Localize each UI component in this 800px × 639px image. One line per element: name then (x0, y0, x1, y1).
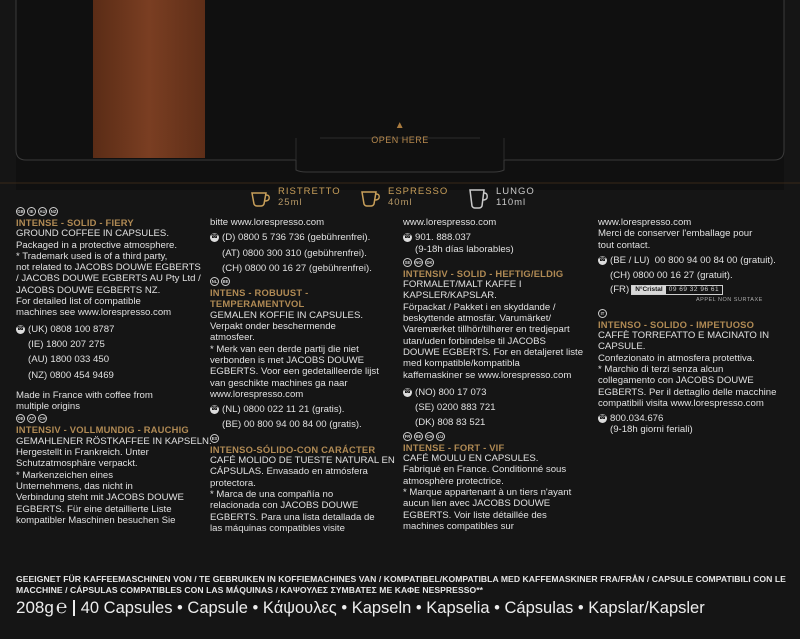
estimated-sign: ℮ (55, 597, 68, 618)
country-badges (210, 434, 400, 443)
phone-number: (AU) 1800 033 450 (28, 354, 110, 366)
phone-number: (NZ) 0800 454 9469 (28, 369, 114, 381)
phone-icon: ☎ (598, 256, 607, 265)
country-badges (210, 277, 400, 286)
phone-number: (AT) 0800 300 310 (gebührenfrei). (222, 247, 367, 259)
section-heading-it: INTENSO - SOLIDO - IMPETUOSO (598, 318, 755, 330)
country-badge: LU (436, 432, 445, 441)
text-line: CAFÉ MOULU EN CAPSULES. (403, 453, 539, 465)
cup-name: LUNGO (496, 186, 535, 197)
country-badge: NL (210, 277, 219, 286)
text-line: kompatibler Maschinen besuchen Sie (16, 514, 176, 526)
phone-row (16, 324, 206, 335)
text-line: Fabriqué en France. Conditionné sous (403, 464, 567, 476)
text-line: www.lorespresso.com (210, 388, 304, 400)
text-line: FORMALET/MALT KAFFE I (403, 279, 522, 291)
text-line: * Marchio di terzi senza alcun (598, 363, 724, 375)
text-line: collegamento con JACOBS DOUWE (598, 375, 754, 387)
country-badge: CH (38, 414, 47, 423)
text-column-2 (210, 207, 400, 534)
phone-number: 901. 888.037 (415, 232, 472, 244)
phone-number: (SE) 0200 883 721 (415, 402, 496, 414)
phone-hours: (9-18h giorni feriali) (610, 424, 693, 436)
cup-volume: 110ml (496, 197, 527, 208)
text-line: verbonden is met JACOBS DOUWE (210, 354, 365, 366)
cup-volume: 25ml (278, 197, 303, 208)
country-badge: IT (598, 309, 607, 318)
phone-icon: ☎ (210, 233, 219, 242)
text-line: GEMALEN KOFFIE IN CAPSULES. (210, 309, 364, 321)
text-line: GEMAHLENER RÖSTKAFFEE IN KAPSELN. (16, 435, 212, 447)
text-line: JACOBS DOUWE EGBERTS NZ. (16, 284, 161, 296)
section-heading-fr: INTENSE - FORT - VIF (403, 441, 505, 453)
phone-row (598, 255, 788, 266)
open-here-label: OPEN HERE (371, 135, 429, 145)
text-line: * Trademark used is of a third party, (16, 250, 168, 262)
text-line: beskyttende atmosfär. Varumärket/ (403, 313, 552, 325)
cristal-label: N°Cristal (632, 286, 666, 294)
section-heading-es: INTENSO-SÓLIDO-CON CARÁCTER (210, 443, 376, 455)
country-badges (403, 258, 595, 267)
phone-number: (IE) 1800 207 275 (28, 338, 105, 350)
text-line: Hergestellt in Frankreich. Unter (16, 447, 149, 459)
phone-icon: ☎ (16, 325, 25, 334)
country-badge: NO (414, 258, 423, 267)
phone-number: 800.034.676 (610, 413, 664, 425)
country-badge: DK (425, 258, 434, 267)
text-line: CAPSULE. (598, 341, 646, 353)
text-line: Verbindung steht mit JACOBS DOUWE (16, 492, 184, 504)
country-badge: AU (38, 207, 47, 216)
cristal-number: 09 69 32 96 61 (668, 286, 720, 294)
text-line: Varemærket tillhör/tilhører en tredjepart (403, 324, 570, 336)
text-line: compatibili visita www.lorespresso.com (598, 397, 764, 409)
section-heading-nordic: INTENSIV - SOLID - HEFTIG/ELDIG (403, 267, 564, 279)
text-line: EGBERTS. Per il dettaglio delle macchine (598, 386, 777, 398)
text-line: * Merk van een derde partij die niet (210, 343, 359, 355)
text-line: relacionada con JACOBS DOUWE (210, 500, 359, 512)
phone-row (403, 387, 595, 398)
phone-row (210, 232, 400, 243)
cristal-row (598, 284, 788, 295)
country-badge: CH (425, 432, 434, 441)
text-line: van geschikte machines ga naar (210, 377, 348, 389)
cup-espresso (360, 186, 448, 208)
text-line: med kompatible/kompatibla (403, 358, 520, 370)
text-line: CAFÉ MOLIDO DE TUESTE NATURAL EN (210, 455, 395, 467)
cup-volume: 40ml (388, 197, 413, 208)
country-badges (16, 207, 206, 216)
text-line: Packaged in a protective atmosphere. (16, 239, 178, 251)
text-line: tout contact. (598, 239, 651, 251)
text-line: machines see www.lorespresso.com (16, 307, 172, 319)
country-badge: DE (16, 414, 25, 423)
text-line: Unternehmens, das nicht in (16, 480, 133, 492)
copper-stripe (93, 0, 205, 158)
phone-number: (CH) 0800 00 16 27 (gratuit). (610, 270, 733, 282)
phone-icon: ☎ (210, 405, 219, 414)
country-badges (598, 309, 788, 318)
text-line: Merci de conserver l'emballage pour (598, 228, 753, 240)
text-line: www.lorespresso.com (598, 217, 692, 228)
net-weight: 208g (16, 598, 54, 617)
section-heading-en: INTENSE - SOLID - FIERY (16, 217, 134, 228)
arrow-up-icon: ▲ (394, 120, 406, 131)
country-badge: ES (210, 434, 219, 443)
country-badge: SE (403, 258, 412, 267)
text-column-3 (403, 207, 595, 532)
pack-contents-line (16, 597, 784, 619)
compatibility-statement: GEEIGNET FÜR KAFFEEMASCHINEN VON / TE GEBRUIKEN IN KOFFIEMACHINES VAN / KOMPATIBEL/KOMPATIBLA MED KAFFEMASKINER FRA/FRÅN / CAPSULE COMPATIBILI CON LE MACCHINE / CÁPSULAS COMPATIBLES CON LAS MÁQUINAS / ΚΑΨΟΥΛΕΣ ΣΥΜΒΑΤΕΣ ΜΕ ΚΑΦΕ NESPRESSO** (16, 574, 786, 595)
capsule-count-text: 40 Capsules • Capsule • Κάψουλες • Kapseln • Kapselia • Cápsulas • Kapslar/Kapsler (80, 598, 705, 617)
text-line: CAFFÈ TORREFATTO E MACINATO IN (598, 330, 770, 342)
phone-number: (BE) 00 800 94 00 84 00 (gratis). (222, 419, 362, 431)
medium-cup-icon (360, 188, 382, 208)
phone-number: (NO) 800 17 073 (415, 386, 487, 398)
text-line: For detailed list of compatible (16, 296, 141, 308)
country-badge: BE (414, 432, 423, 441)
small-cup-icon (250, 188, 272, 208)
text-line: www.lorespresso.com (403, 217, 497, 228)
phone-icon: ☎ (403, 233, 412, 242)
text-line: DOUWE EGBERTS. For en detaljeret liste (403, 346, 584, 358)
divider (73, 600, 75, 616)
text-line: Förpackat / Pakket i en skyddande / (403, 301, 556, 313)
phone-row (403, 232, 595, 243)
text-line: multiple origins (16, 401, 80, 413)
cristal-number-box (631, 285, 723, 295)
text-column-4 (598, 207, 788, 436)
country-badges (403, 432, 595, 441)
phone-hours: (9-18h días laborables) (415, 243, 514, 255)
section-heading-nl: TEMPERAMENTVOL (210, 298, 305, 310)
text-line: kaffemaskiner se www.lorespresso.com (403, 369, 572, 381)
text-line: * Marque appartenant à un tiers n'ayant (403, 486, 572, 498)
text-line: atmosphère protectrice. (403, 475, 504, 487)
section-heading-nl: INTENS - ROBUUST - (210, 287, 309, 299)
text-line: Made in France with coffee from (16, 389, 153, 401)
text-column-1 (16, 207, 212, 526)
phone-number: (CH) 0800 00 16 27 (gebührenfrei). (222, 262, 372, 274)
text-line: GROUND COFFEE IN CAPSULES. (16, 228, 169, 240)
phone-number: (DK) 808 83 521 (415, 417, 486, 429)
cup-name: ESPRESSO (388, 186, 449, 197)
text-line: CÁPSULAS. Envasado en atmósfera (210, 466, 368, 478)
text-line: Schutzatmosphäre verpackt. (16, 458, 138, 470)
text-line: machines compatibles sur (403, 520, 514, 532)
text-line: KAPSLER/KAPSLAR. (403, 290, 497, 302)
text-line: EGBERTS. Voir liste détaillée des (403, 509, 547, 521)
cristal-prefix: (FR) (610, 284, 630, 296)
text-line: Confezionato in atmosfera protettiva. (598, 352, 755, 364)
text-line: EGBERTS. Voor een gedetailleerde lijst (210, 366, 379, 378)
text-line: bitte www.lorespresso.com (210, 217, 325, 228)
text-line: not related to JACOBS DOUWE EGBERTS (16, 262, 201, 274)
text-line: * Marca de una compañía no (210, 488, 334, 500)
phone-number: (UK) 0808 100 8787 (28, 323, 115, 335)
text-line: aucun lien avec JACOBS DOUWE (403, 498, 551, 510)
text-line: atmosfeer. (210, 332, 255, 344)
phone-icon: ☎ (403, 388, 412, 397)
text-line: Verpakt onder beschermende (210, 321, 336, 333)
text-line: * Markenzeichen eines (16, 469, 114, 481)
cristal-note: APPEL NON SURTAXE (696, 296, 763, 303)
country-badge: AT (27, 414, 36, 423)
country-badges (16, 414, 206, 423)
text-line: / JACOBS DOUWE EGBERTS AU Pty Ltd / (16, 273, 201, 285)
section-heading-de: INTENSIV - VOLLMUNDIG - RAUCHIG (16, 424, 189, 436)
text-line: EGBERTS. Für eine detaillierte Liste (16, 503, 172, 515)
cup-name: RISTRETTO (278, 186, 341, 197)
open-here-tab[interactable] (340, 120, 460, 145)
text-line: las máquinas compatibles visite (210, 522, 345, 534)
phone-icon: ☎ (598, 414, 607, 423)
text-line: protectora. (210, 477, 256, 489)
country-badge: IE (27, 207, 36, 216)
country-badge: FR (403, 432, 412, 441)
country-badge: BE (221, 277, 230, 286)
phone-number: (BE / LU) 00 800 94 00 84 00 (gratuit). (610, 254, 776, 266)
text-line: utan/uden forbindelse til JACOBS (403, 335, 546, 347)
cup-ristretto (250, 186, 341, 208)
text-line: EGBERTS. Para una lista detallada de (210, 511, 375, 523)
phone-number: (NL) 0800 022 11 21 (gratis). (222, 404, 345, 416)
phone-number: (D) 0800 5 736 736 (gebührenfrei). (222, 232, 371, 244)
phone-row (210, 404, 400, 415)
phone-row (598, 413, 788, 424)
country-badge: NZ (49, 207, 58, 216)
country-badge: GB (16, 207, 25, 216)
